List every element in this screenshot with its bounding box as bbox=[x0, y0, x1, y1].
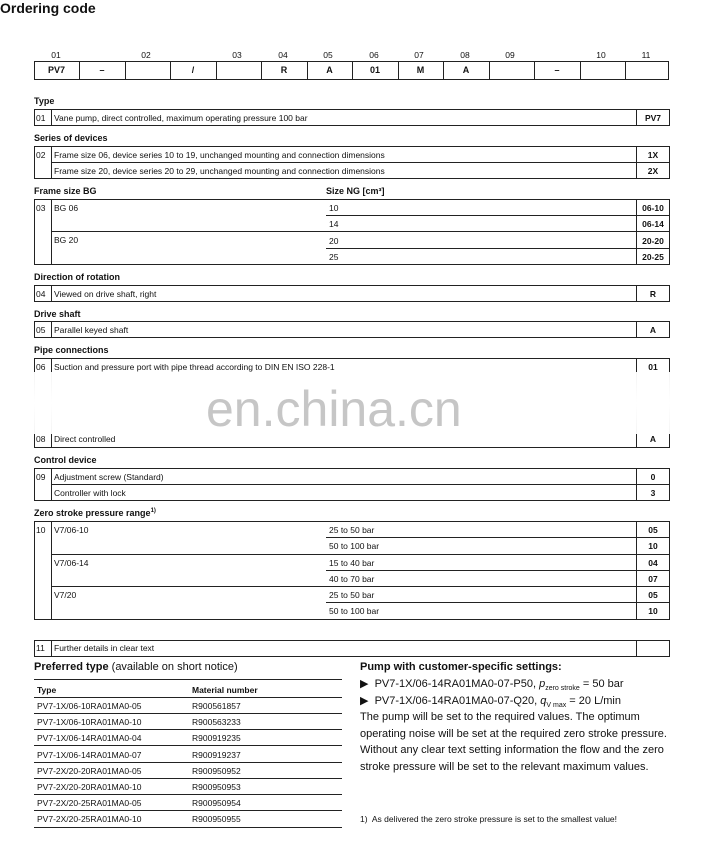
row-text: Parallel keyed shaft bbox=[54, 325, 129, 335]
col-number: 01 bbox=[51, 50, 61, 60]
preferred-material: R900561857 bbox=[192, 701, 241, 711]
section-heading-control: Control device bbox=[34, 455, 97, 465]
section-heading-shaft: Drive shaft bbox=[34, 309, 81, 319]
zero-group: V7/06-14 bbox=[54, 558, 89, 568]
preferred-type: PV7-2X/20-20RA01MA0-10 bbox=[37, 782, 142, 792]
row-text: Further details in clear text bbox=[54, 643, 155, 653]
row-code: 3 bbox=[650, 488, 656, 498]
custom-heading: Pump with customer-specific settings: bbox=[360, 661, 562, 673]
row-text: Frame size 20, device series 20 to 29, unchanged mounting and connection dimensions bbox=[54, 166, 385, 176]
row-code: 04 bbox=[648, 558, 658, 568]
row-text: Controller with lock bbox=[54, 488, 126, 498]
row-text: Adjustment screw (Standard) bbox=[54, 472, 164, 482]
preferred-material: R900950954 bbox=[192, 798, 241, 808]
row-text: Frame size 06, device series 10 to 19, unchanged mounting and connection dimensions bbox=[54, 150, 385, 160]
preferred-material: R900950953 bbox=[192, 782, 241, 792]
watermark: en.china.cn bbox=[206, 381, 462, 437]
row-number: 03 bbox=[36, 203, 46, 213]
col-number: 02 bbox=[141, 50, 151, 60]
custom-bullet-1: ▶ PV7-1X/06-14RA01MA0-07-P50, $p_{zero stroke} = 50$ bar bbox=[360, 678, 624, 693]
code-cell-05: A bbox=[326, 65, 333, 75]
section-heading-zero: Zero stroke pressure range$^{1)}$ bbox=[34, 508, 156, 518]
col-number: 11 bbox=[641, 50, 651, 60]
preferred-material: R900919237 bbox=[192, 750, 241, 760]
row-code: 20-25 bbox=[642, 252, 664, 262]
col-material-header: Material number bbox=[192, 685, 258, 695]
zero-range: 40 to 70 bar bbox=[329, 574, 375, 584]
row-code: 07 bbox=[648, 574, 658, 584]
zero-group: V7/06-10 bbox=[54, 525, 89, 535]
preferred-material: R900919235 bbox=[192, 733, 241, 743]
row-number: 05 bbox=[36, 325, 46, 335]
section-heading-pipe: Pipe connections bbox=[34, 345, 109, 355]
frame-bg06: BG 06 bbox=[54, 203, 79, 213]
row-number: 08 bbox=[36, 434, 46, 444]
page-title: Ordering code bbox=[0, 0, 96, 16]
col-number: 09 bbox=[505, 50, 515, 60]
row-code: 1X bbox=[647, 150, 659, 160]
custom-paragraph: The pump will be set to the required values. The optimum operating noise will be set at the required zero stroke pressure. Without any clear text setting information the flow and the zero stroke pressure will be set to the relevant maximum values. bbox=[360, 711, 667, 773]
zero-range: 25 to 50 bar bbox=[329, 590, 375, 600]
preferred-type: PV7-1X/06-14RA01MA0-07 bbox=[37, 750, 142, 760]
row-number: 09 bbox=[36, 472, 46, 482]
code-cell-01: PV7 bbox=[47, 65, 65, 75]
preferred-material: R900950952 bbox=[192, 766, 241, 776]
col-number: 03 bbox=[232, 50, 242, 60]
preferred-heading: Preferred type (available on short notice) bbox=[34, 661, 238, 673]
preferred-type: PV7-1X/06-10RA01MA0-10 bbox=[37, 717, 142, 727]
size-value: 14 bbox=[329, 219, 339, 229]
preferred-type: PV7-2X/20-20RA01MA0-05 bbox=[37, 766, 142, 776]
zero-range: 50 to 100 bar bbox=[329, 541, 380, 551]
section-heading-rotation: Direction of rotation bbox=[34, 272, 120, 282]
col-number: 04 bbox=[278, 50, 288, 60]
row-code: R bbox=[649, 289, 657, 299]
col-number: 06 bbox=[369, 50, 379, 60]
row-code: A bbox=[649, 325, 657, 335]
preferred-material: R900563233 bbox=[192, 717, 241, 727]
size-value: 20 bbox=[329, 236, 339, 246]
zero-range: 25 to 50 bar bbox=[329, 525, 375, 535]
row-code: PV7 bbox=[644, 113, 662, 123]
row-code: 0 bbox=[650, 472, 656, 482]
row-number: 06 bbox=[36, 362, 46, 372]
col-number: 10 bbox=[596, 50, 606, 60]
zero-range: 15 to 40 bar bbox=[329, 558, 375, 568]
row-code: 10 bbox=[648, 606, 658, 616]
code-cell-slash: / bbox=[191, 65, 195, 75]
row-text: Vane pump, direct controlled, maximum operating pressure 100 bar bbox=[54, 113, 308, 123]
code-cell-08: A bbox=[462, 65, 470, 75]
frame-bg20: BG 20 bbox=[54, 235, 79, 245]
row-text: Viewed on drive shaft, right bbox=[54, 289, 157, 299]
row-number: 11 bbox=[36, 643, 45, 653]
code-cell-sep: – bbox=[554, 65, 560, 75]
code-cell-sep: – bbox=[99, 65, 105, 75]
col-number: 08 bbox=[460, 50, 470, 60]
col-number: 07 bbox=[414, 50, 424, 60]
preferred-material: R900950955 bbox=[192, 814, 241, 824]
row-code: 06-10 bbox=[642, 203, 664, 213]
col-type-header: Type bbox=[37, 685, 57, 695]
row-code: 05 bbox=[648, 525, 658, 535]
code-cell-04: R bbox=[280, 65, 288, 75]
section-heading-frame: Frame size BG bbox=[34, 186, 97, 196]
preferred-type: PV7-1X/06-14RA01MA0-04 bbox=[37, 733, 142, 743]
row-code: 2X bbox=[647, 166, 659, 176]
row-code: 05 bbox=[648, 590, 658, 600]
row-code: 06-14 bbox=[642, 219, 664, 229]
code-cell-07: M bbox=[416, 65, 425, 75]
col-number: 05 bbox=[323, 50, 333, 60]
row-number: 01 bbox=[36, 113, 46, 123]
row-text: Suction and pressure port with pipe thread according to DIN EN ISO 228-1 bbox=[54, 362, 335, 372]
preferred-type: PV7-1X/06-10RA01MA0-05 bbox=[37, 701, 142, 711]
footnote: 1) As delivered the zero stroke pressure is set to the smallest value! bbox=[360, 814, 618, 824]
section-heading-type: Type bbox=[34, 96, 55, 106]
row-code: 10 bbox=[648, 541, 658, 551]
zero-group: V7/20 bbox=[54, 590, 77, 600]
row-number: 02 bbox=[36, 150, 46, 160]
row-code: 01 bbox=[648, 362, 658, 372]
row-number: 10 bbox=[36, 525, 46, 535]
row-code: A bbox=[649, 434, 657, 444]
row-text: Direct controlled bbox=[54, 434, 116, 444]
row-code: 20-20 bbox=[642, 236, 664, 246]
size-value: 25 bbox=[329, 252, 339, 262]
section-heading-series: Series of devices bbox=[34, 133, 108, 143]
size-value: 10 bbox=[329, 203, 339, 213]
section-heading-size: Size NG [cm³] bbox=[326, 186, 385, 196]
preferred-type: PV7-2X/20-25RA01MA0-10 bbox=[37, 814, 142, 824]
code-cell-06: 01 bbox=[369, 65, 380, 75]
preferred-type: PV7-2X/20-25RA01MA0-05 bbox=[37, 798, 142, 808]
row-number: 04 bbox=[36, 289, 46, 299]
zero-range: 50 to 100 bar bbox=[329, 606, 380, 616]
custom-bullet-2: ▶ PV7-1X/06-14RA01MA0-07-Q20, $q_{V max} = 20$ L/min bbox=[360, 695, 621, 710]
